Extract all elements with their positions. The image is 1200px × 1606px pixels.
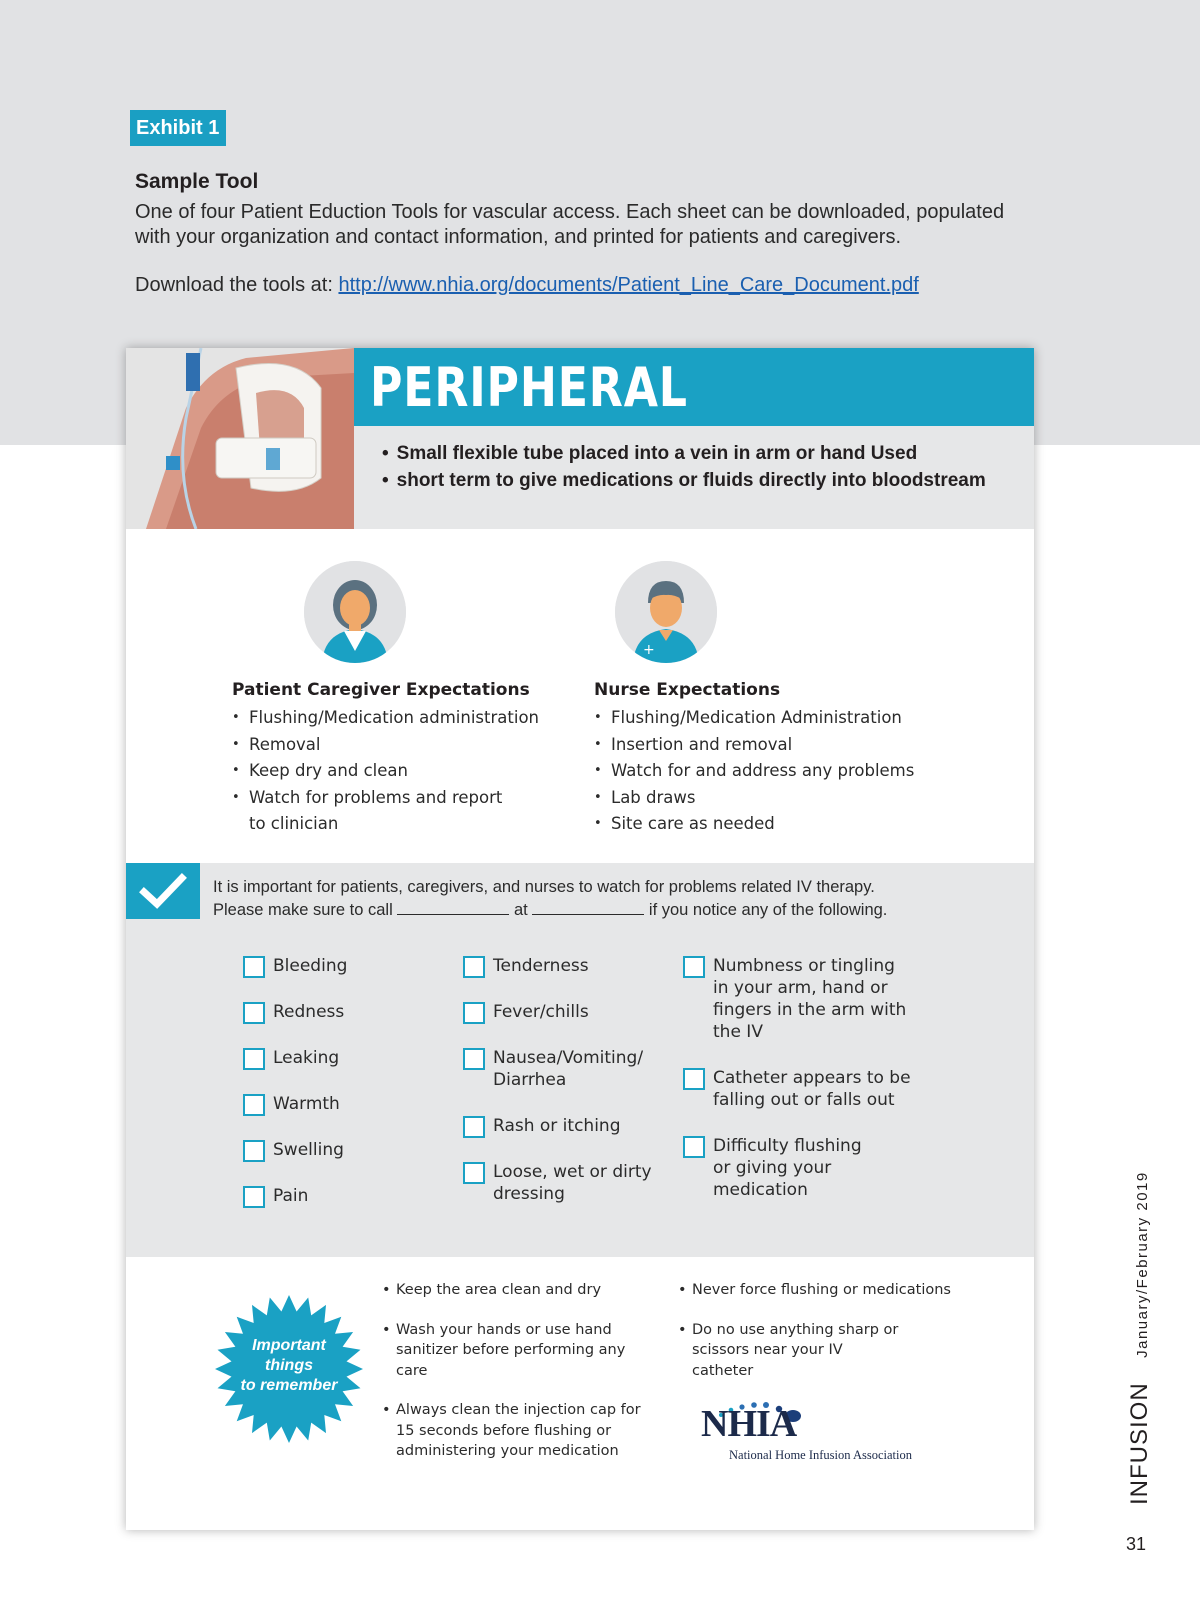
symptom-item[interactable]: [683, 955, 913, 1043]
caregiver-item: • Removal: [232, 732, 552, 759]
symptom-label: Fever/chills: [493, 1002, 589, 1022]
nurse-item: • Lab draws: [594, 785, 934, 812]
symptom-item[interactable]: [243, 1185, 308, 1208]
download-link[interactable]: http://www.nhia.org/documents/Patient_Line_Care_Document.pdf: [338, 274, 919, 296]
caregiver-heading: Patient Caregiver Expectations: [232, 680, 530, 700]
symptom-checkbox[interactable]: [243, 1186, 265, 1208]
tip-item: • Never force flushing or medications: [678, 1280, 978, 1301]
symptom-checkbox[interactable]: [243, 1094, 265, 1116]
symptom-checkbox[interactable]: [243, 1048, 265, 1070]
warning-instructions: [213, 876, 887, 922]
nhia-logo-text: NHIA: [701, 1403, 797, 1445]
symptom-checkbox[interactable]: [683, 956, 705, 978]
warning-at-text: at: [513, 901, 528, 919]
caregiver-expectations: [232, 680, 552, 838]
nurse-heading: Nurse Expectations: [594, 680, 781, 700]
caregiver-item: • Watch for problems and report to clinician: [232, 785, 522, 838]
download-line: [135, 274, 919, 297]
remember-badge-line: things: [265, 1357, 313, 1374]
magazine-name: INFUSION: [1126, 1382, 1153, 1505]
symptom-item[interactable]: [463, 1047, 663, 1091]
sheet-title: PERIPHERAL: [370, 356, 688, 419]
caregiver-avatar-icon: [304, 561, 406, 663]
contact-phone-blank[interactable]: [532, 901, 644, 915]
checkmark-icon: [126, 863, 200, 919]
symptom-label: Numbness or tingling in your arm, hand or fingers in the arm with the IV: [713, 956, 907, 1042]
page-number: 31: [1126, 1534, 1147, 1554]
exhibit-badge: Exhibit 1: [130, 110, 226, 146]
symptom-label: Warmth: [273, 1094, 340, 1114]
symptom-item[interactable]: [243, 955, 347, 978]
symptom-label: Swelling: [273, 1140, 344, 1160]
intro-bullet: • Small flexible tube placed into a vein in arm or hand Used: [382, 440, 1034, 467]
tip-item: • Always clean the injection cap for 15 seconds before flushing or administering your medication: [382, 1400, 652, 1462]
nurse-item: • Insertion and removal: [594, 732, 934, 759]
warning-signs-section: [126, 863, 1034, 1257]
symptom-checkbox[interactable]: [683, 1136, 705, 1158]
symptom-item[interactable]: [243, 1093, 340, 1116]
symptom-checkbox[interactable]: [463, 1162, 485, 1184]
symptom-label: Tenderness: [493, 956, 589, 976]
caregiver-item: • Keep dry and clean: [232, 758, 552, 785]
svg-text:+: +: [643, 642, 655, 658]
symptom-label: Difficulty flushing or giving your medication: [713, 1136, 862, 1200]
symptom-item[interactable]: [683, 1067, 923, 1111]
symptom-label: Redness: [273, 1002, 345, 1022]
symptom-checkbox[interactable]: [243, 1140, 265, 1162]
page-footer-vertical: [1126, 1171, 1154, 1505]
tip-item: • Do no use anything sharp or scissors near your IV catheter: [678, 1320, 908, 1382]
nurse-item: • Site care as needed: [594, 811, 934, 838]
nurse-expectations: [594, 680, 934, 838]
symptom-label: Catheter appears to be falling out or falls out: [713, 1068, 911, 1110]
symptom-label: Pain: [273, 1186, 309, 1206]
warning-notice-text: if you notice any of the following.: [648, 901, 888, 919]
symptom-checkbox[interactable]: [243, 1002, 265, 1024]
tip-item: • Wash your hands or use hand sanitizer before performing any care: [382, 1320, 652, 1382]
caregiver-item: • Flushing/Medication administration: [232, 705, 552, 732]
iv-hand-photo: [126, 348, 354, 529]
warning-call-text: Please make sure to call: [213, 901, 393, 919]
symptom-item[interactable]: [463, 1161, 663, 1205]
patient-education-sheet: [126, 348, 1034, 1530]
warning-line-2: [213, 899, 887, 922]
symptom-checkbox[interactable]: [463, 1002, 485, 1024]
symptom-item[interactable]: [243, 1139, 344, 1162]
warning-line-1: It is important for patients, caregivers, and nurses to watch for problems related IV therapy.: [213, 878, 875, 896]
symptom-label: Leaking: [273, 1048, 340, 1068]
tips-column-2: [678, 1280, 978, 1381]
contact-name-blank[interactable]: [397, 901, 509, 915]
remember-badge-line: Important: [252, 1337, 326, 1354]
remember-badge-line: to remember: [240, 1377, 338, 1394]
remember-badge: [214, 1336, 364, 1396]
symptom-label: Loose, wet or dirty dressing: [493, 1162, 652, 1204]
symptom-label: Bleeding: [273, 956, 348, 976]
symptom-checkbox[interactable]: [463, 1116, 485, 1138]
symptom-label: Nausea/Vomiting/ Diarrhea: [493, 1048, 644, 1090]
download-prefix: Download the tools at:: [135, 274, 339, 296]
sample-tool-description: One of four Patient Eduction Tools for vascular access. Each sheet can be downloaded, populated with your organization and contact information, and printed for patients and caregivers.: [135, 201, 1005, 248]
symptom-checkbox[interactable]: [463, 956, 485, 978]
symptom-item[interactable]: [243, 1047, 339, 1070]
symptom-item[interactable]: [463, 1115, 620, 1138]
intro-bullet: • short term to give medications or fluids directly into bloodstream: [382, 467, 1034, 494]
issue-date: January/February 2019: [1134, 1171, 1151, 1358]
nhia-logo-subtitle: National Home Infusion Association: [729, 1448, 912, 1462]
symptom-item[interactable]: [463, 1001, 589, 1024]
sheet-intro-box: [354, 426, 1034, 529]
symptom-item[interactable]: [683, 1135, 883, 1201]
sheet-title-bar: [354, 348, 1034, 426]
tips-column-1: [382, 1280, 652, 1462]
nurse-avatar-icon: [615, 561, 717, 663]
symptom-checkbox[interactable]: [243, 956, 265, 978]
nurse-item: • Flushing/Medication Administration: [594, 705, 934, 732]
symptom-item[interactable]: [243, 1001, 344, 1024]
nurse-item: • Watch for and address any problems: [594, 758, 934, 785]
symptom-checkbox[interactable]: [683, 1068, 705, 1090]
symptom-item[interactable]: [463, 955, 589, 978]
tip-item: • Keep the area clean and dry: [382, 1280, 652, 1301]
symptom-label: Rash or itching: [493, 1116, 621, 1136]
symptom-checkbox[interactable]: [463, 1048, 485, 1070]
sample-tool-title: Sample Tool: [135, 170, 259, 193]
